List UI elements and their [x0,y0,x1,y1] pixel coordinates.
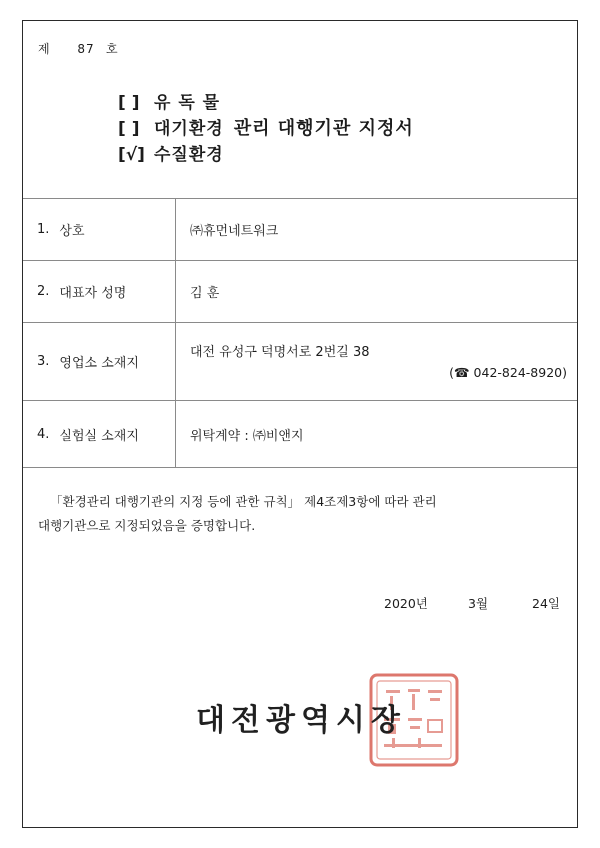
field-value-phone: (☎ 042-824-8920) [449,365,567,380]
statement-line-1: 「환경관리 대행기관의 지정 등에 관한 규칙」 제4조제3항에 따라 관리 [50,494,437,509]
field-row-lab [23,400,577,468]
number-value: 87 [77,42,95,56]
info-table [23,198,577,468]
field-value-address: 대전 유성구 덕명서로 2번길 38 [190,345,370,360]
field-value-lab: 위탁계약 : ㈜비앤지 [190,428,304,444]
date-day: 24일 [532,596,560,611]
field-row-representative [23,260,577,322]
title-option-toxic [118,88,414,114]
title-option-water [118,140,414,166]
checkbox-water: [√] [118,145,145,165]
field-value-representative: 김 훈 [190,286,220,301]
issuer-name: 대전광역시장 [196,703,406,738]
number-prefix: 제 [38,42,51,56]
number-suffix: 호 [106,42,119,56]
statement-line-2: 대행기관으로 지정되었음을 증명합니다. [38,518,256,533]
field-value-company: ㈜휴먼네트워크 [190,224,279,239]
field-label: 4. 실험실 소재지 [23,401,176,467]
title-option-air [118,114,414,140]
option-air-label: 대기환경 [154,119,224,139]
certification-statement [38,490,570,538]
field-label: 3. 영업소 소재지 [23,323,176,400]
field-label: 2. 대표자 성명 [23,261,176,322]
checkbox-air: [ ] [118,119,140,139]
field-row-company [23,198,577,260]
certificate-number [38,40,119,57]
date-month: 3월 [468,596,489,611]
checkbox-toxic: [ ] [118,93,140,113]
option-water-label: 수질환경 [154,145,224,165]
main-title: 관리 대행기관 지정서 [233,118,414,139]
document-title [118,88,414,166]
field-row-office [23,322,577,400]
field-label: 1. 상호 [23,199,176,260]
date-year: 2020년 [384,596,428,611]
option-toxic-label: 유 독 물 [154,93,221,113]
